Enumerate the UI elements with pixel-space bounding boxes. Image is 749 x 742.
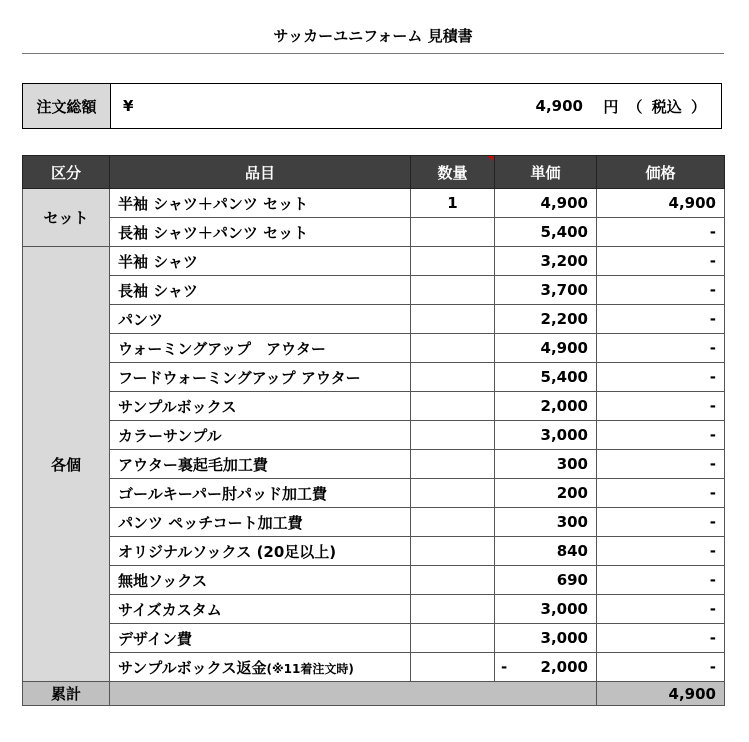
price-cell[interactable]: -	[597, 537, 725, 566]
header-item: 品目	[110, 156, 411, 189]
item-name: フードウォーミングアップ アウター	[118, 368, 361, 387]
item-name-cell[interactable]	[110, 653, 411, 682]
total-value: 4,900	[597, 682, 725, 706]
unit-price-cell[interactable]	[495, 247, 597, 276]
unit-price-cell[interactable]	[495, 537, 597, 566]
table-row	[23, 363, 725, 392]
item-name: サイズカスタム	[118, 600, 222, 619]
quantity-cell[interactable]	[411, 566, 495, 595]
item-name-cell[interactable]	[110, 537, 411, 566]
quantity-cell[interactable]	[411, 479, 495, 508]
table-row	[23, 189, 725, 218]
item-name-cell[interactable]	[110, 276, 411, 305]
table-row	[23, 392, 725, 421]
quantity-cell[interactable]	[411, 247, 495, 276]
quantity-cell[interactable]: 1	[411, 189, 495, 218]
item-name-cell[interactable]	[110, 305, 411, 334]
item-name-cell[interactable]	[110, 334, 411, 363]
price-cell[interactable]: 4,900	[597, 189, 725, 218]
price-cell[interactable]: -	[597, 624, 725, 653]
order-total-value-cell[interactable]	[111, 84, 721, 128]
price-cell[interactable]: -	[597, 479, 725, 508]
unit-price-value: 3,200	[540, 252, 588, 270]
item-name: アウター裏起毛加工費	[118, 455, 268, 474]
unit-price-value: 3,000	[540, 629, 588, 647]
comment-indicator-icon	[488, 156, 493, 161]
quantity-cell[interactable]	[411, 450, 495, 479]
table-row	[23, 595, 725, 624]
unit-price-value: 840	[556, 542, 588, 560]
table-row	[23, 566, 725, 595]
quantity-cell[interactable]	[411, 218, 495, 247]
unit-price-value: 2,200	[540, 310, 588, 328]
order-total-box	[22, 83, 722, 129]
unit-price-cell[interactable]	[495, 305, 597, 334]
table-row	[23, 479, 725, 508]
item-name: パンツ	[118, 310, 164, 329]
order-total-label: 注文総額	[23, 84, 111, 128]
item-name: パンツ ペッチコート加工費	[118, 513, 303, 532]
item-name-cell[interactable]	[110, 595, 411, 624]
unit-price-cell[interactable]	[495, 276, 597, 305]
unit-price-value: 3,700	[540, 281, 588, 299]
item-name-cell[interactable]	[110, 450, 411, 479]
quantity-cell[interactable]	[411, 305, 495, 334]
table-row	[23, 305, 725, 334]
header-unit-price: 単価	[495, 156, 597, 189]
unit-price-value: 2,000	[540, 397, 588, 415]
estimate-table	[22, 155, 725, 706]
unit-price-value: 200	[556, 484, 588, 502]
price-cell[interactable]: -	[597, 508, 725, 537]
unit-price-cell[interactable]	[495, 392, 597, 421]
unit-price-value: 3,000	[540, 426, 588, 444]
table-row	[23, 653, 725, 682]
item-name-cell[interactable]	[110, 189, 411, 218]
unit-price-cell[interactable]	[495, 566, 597, 595]
price-cell[interactable]: -	[597, 276, 725, 305]
price-cell[interactable]: -	[597, 247, 725, 276]
quantity-cell[interactable]	[411, 334, 495, 363]
quantity-cell[interactable]	[411, 595, 495, 624]
header-price: 価格	[597, 156, 725, 189]
unit-price-cell[interactable]	[495, 479, 597, 508]
item-note: (※11着注文時)	[266, 661, 354, 676]
price-cell[interactable]: -	[597, 421, 725, 450]
order-total-unit: 円 （ 税込 ）	[603, 97, 706, 116]
price-cell[interactable]: -	[597, 595, 725, 624]
quantity-cell[interactable]	[411, 421, 495, 450]
quantity-cell[interactable]	[411, 624, 495, 653]
price-cell[interactable]: -	[597, 450, 725, 479]
unit-price-value: 4,900	[540, 194, 588, 212]
quantity-cell[interactable]	[411, 392, 495, 421]
unit-price-value: 300	[556, 513, 588, 531]
quantity-cell[interactable]	[411, 508, 495, 537]
item-name: 半袖 シャツ＋パンツ セット	[118, 194, 309, 213]
table-row	[23, 450, 725, 479]
item-name: 長袖 シャツ＋パンツ セット	[118, 223, 309, 242]
item-name: ゴールキーパー肘パッド加工費	[118, 484, 327, 503]
unit-price-cell[interactable]	[495, 595, 597, 624]
quantity-cell[interactable]	[411, 537, 495, 566]
unit-price-cell[interactable]	[495, 363, 597, 392]
table-row	[23, 508, 725, 537]
item-name: 半袖 シャツ	[118, 252, 198, 271]
item-name-cell[interactable]	[110, 624, 411, 653]
table-row	[23, 334, 725, 363]
item-name: 無地ソックス	[118, 571, 208, 590]
item-name: サンプルボックス	[118, 397, 237, 416]
unit-price-value: 5,400	[540, 223, 588, 241]
quantity-cell[interactable]	[411, 363, 495, 392]
table-row	[23, 276, 725, 305]
table-row	[23, 624, 725, 653]
table-row	[23, 421, 725, 450]
total-label: 累計	[23, 682, 110, 706]
quantity-cell[interactable]	[411, 276, 495, 305]
item-name-cell[interactable]	[110, 421, 411, 450]
unit-price-value: 3,000	[540, 600, 588, 618]
unit-price-cell[interactable]	[495, 334, 597, 363]
item-name: カラーサンプル	[118, 426, 222, 445]
header-category: 区分	[23, 156, 110, 189]
unit-price-cell[interactable]	[495, 653, 597, 682]
unit-price-value: 2,000	[540, 658, 588, 676]
header-quantity: 数量	[411, 156, 495, 189]
item-name-cell[interactable]	[110, 392, 411, 421]
price-cell[interactable]: -	[597, 334, 725, 363]
item-name-cell[interactable]	[110, 363, 411, 392]
unit-price-value: 690	[556, 571, 588, 589]
negative-sign: -	[501, 658, 508, 676]
unit-price-cell[interactable]	[495, 624, 597, 653]
unit-price-value: 300	[556, 455, 588, 473]
category-cell[interactable]: セット	[23, 189, 110, 247]
price-cell[interactable]: -	[597, 218, 725, 247]
item-name-cell[interactable]	[110, 566, 411, 595]
item-name: ウォーミングアップ アウター	[118, 339, 326, 358]
item-name: サンプルボックス返金	[118, 658, 267, 677]
item-name-cell[interactable]	[110, 247, 411, 276]
unit-price-cell[interactable]	[495, 508, 597, 537]
currency-symbol: ¥	[123, 97, 134, 115]
item-name-cell[interactable]	[110, 218, 411, 247]
unit-price-cell[interactable]	[495, 218, 597, 247]
total-row	[23, 682, 725, 706]
unit-price-value: 5,400	[540, 368, 588, 386]
table-row	[23, 247, 725, 276]
price-cell[interactable]: -	[597, 363, 725, 392]
price-cell[interactable]: -	[597, 653, 725, 682]
price-cell[interactable]: -	[597, 392, 725, 421]
table-header-row	[23, 156, 725, 189]
quantity-cell[interactable]	[411, 653, 495, 682]
item-name: デザイン費	[118, 629, 192, 648]
item-name-cell[interactable]	[110, 479, 411, 508]
item-name: 長袖 シャツ	[118, 281, 198, 300]
price-cell[interactable]: -	[597, 566, 725, 595]
table-row	[23, 537, 725, 566]
order-total-amount: 4,900	[535, 97, 583, 115]
category-cell[interactable]: 各個	[23, 247, 110, 682]
document-title: サッカーユニフォーム 見積書	[22, 22, 724, 54]
unit-price-value: 4,900	[540, 339, 588, 357]
unit-price-cell[interactable]	[495, 421, 597, 450]
unit-price-cell[interactable]	[495, 189, 597, 218]
item-name: オリジナルソックス (20足以上)	[118, 542, 337, 561]
table-row	[23, 218, 725, 247]
unit-price-cell[interactable]	[495, 450, 597, 479]
item-name-cell[interactable]	[110, 508, 411, 537]
total-empty-cell	[110, 682, 597, 706]
price-cell[interactable]: -	[597, 305, 725, 334]
